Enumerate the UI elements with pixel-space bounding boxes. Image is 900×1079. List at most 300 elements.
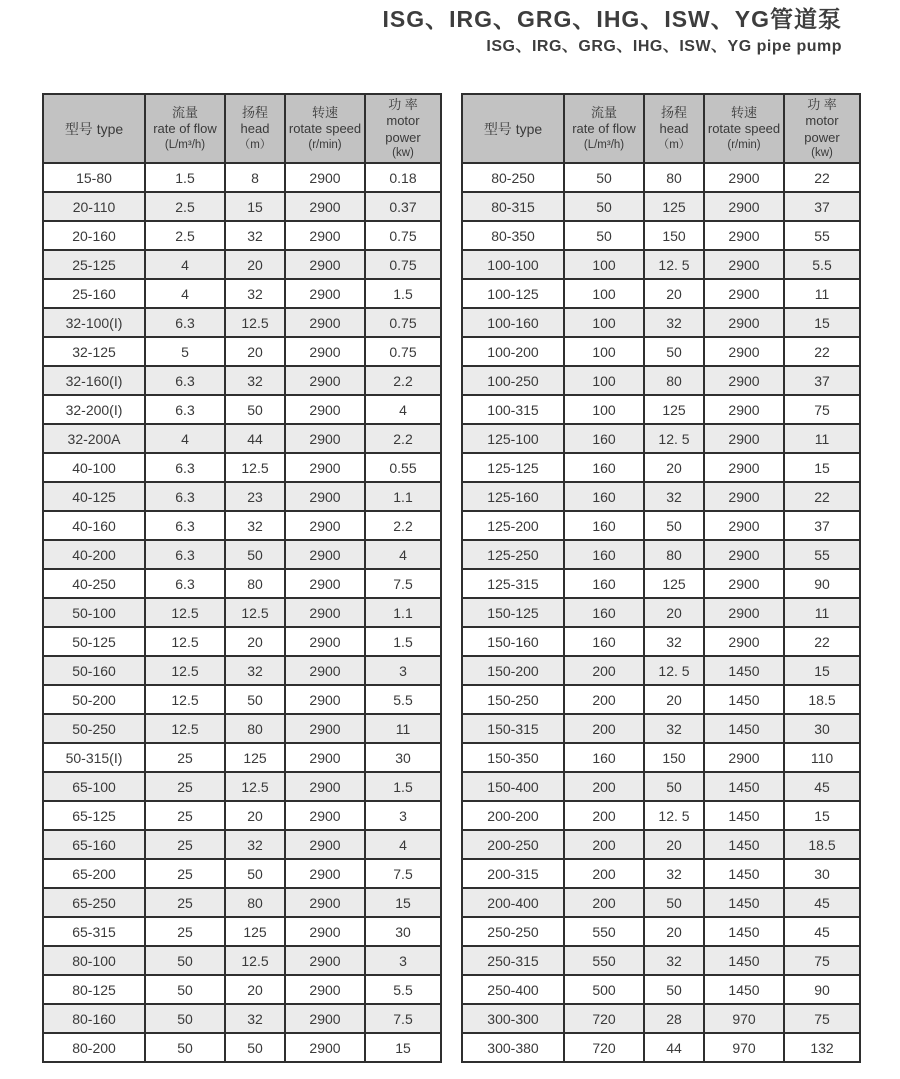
table-cell: 125: [644, 569, 704, 598]
table-cell: 25-125: [43, 250, 145, 279]
table-cell: 32: [225, 656, 285, 685]
table-cell: 25-160: [43, 279, 145, 308]
table-cell: 22: [784, 337, 860, 366]
table-row: [43, 627, 441, 656]
table-cell: 32-200(I): [43, 395, 145, 424]
table-cell: 125-100: [462, 424, 564, 453]
table-cell: 30: [784, 859, 860, 888]
table-cell: 2900: [285, 598, 365, 627]
table-cell: 200: [564, 772, 644, 801]
table-cell: 100: [564, 366, 644, 395]
table-cell: 12.5: [225, 598, 285, 627]
table-cell: 100-200: [462, 337, 564, 366]
table-cell: 45: [784, 772, 860, 801]
table-cell: 125-160: [462, 482, 564, 511]
table-cell: 50-200: [43, 685, 145, 714]
table-cell: 15-80: [43, 163, 145, 192]
table-cell: 50: [225, 1033, 285, 1062]
table-cell: 200: [564, 714, 644, 743]
table-cell: 160: [564, 540, 644, 569]
table-cell: 200-200: [462, 801, 564, 830]
table-cell: 20: [644, 453, 704, 482]
table-cell: 50: [225, 859, 285, 888]
column-header: 功 率 motor power (kw): [784, 94, 860, 163]
table-cell: 50: [225, 685, 285, 714]
table-cell: 2900: [285, 1033, 365, 1062]
table-cell: 2900: [704, 308, 784, 337]
table-cell: 100: [564, 308, 644, 337]
table-row: [43, 946, 441, 975]
column-header: 型号 type: [462, 94, 564, 163]
table-cell: 550: [564, 917, 644, 946]
table-cell: 2.2: [365, 366, 441, 395]
table-cell: 150-350: [462, 743, 564, 772]
table-cell: 2900: [704, 540, 784, 569]
table-cell: 11: [784, 424, 860, 453]
table-cell: 1450: [704, 888, 784, 917]
table-cell: 6.3: [145, 482, 225, 511]
table-cell: 32-125: [43, 337, 145, 366]
table-cell: 50: [145, 1004, 225, 1033]
table-cell: 0.37: [365, 192, 441, 221]
table-cell: 20: [644, 917, 704, 946]
table-cell: 5.5: [365, 975, 441, 1004]
table-cell: 150-315: [462, 714, 564, 743]
table-cell: 25: [145, 801, 225, 830]
table-cell: 2900: [285, 337, 365, 366]
table-cell: 3: [365, 656, 441, 685]
table-row: [43, 743, 441, 772]
table-cell: 1450: [704, 714, 784, 743]
table-row: [43, 337, 441, 366]
table-row: [462, 366, 860, 395]
table-header: [462, 94, 860, 163]
header-row: [462, 94, 860, 163]
table-cell: 32: [225, 511, 285, 540]
column-header: 扬程 head （m）: [225, 94, 285, 163]
table-cell: 4: [365, 540, 441, 569]
table-cell: 720: [564, 1004, 644, 1033]
title-block: [383, 6, 842, 58]
table-cell: 3: [365, 801, 441, 830]
table-cell: 1450: [704, 946, 784, 975]
table-cell: 1450: [704, 801, 784, 830]
table-cell: 4: [145, 424, 225, 453]
table-row: [43, 279, 441, 308]
header-row: [43, 94, 441, 163]
table-cell: 7.5: [365, 569, 441, 598]
table-cell: 50: [145, 1033, 225, 1062]
table-row: [462, 1004, 860, 1033]
table-cell: 200: [564, 801, 644, 830]
table-row: [462, 656, 860, 685]
table-cell: 150-160: [462, 627, 564, 656]
table-cell: 11: [784, 279, 860, 308]
table-cell: 25: [145, 917, 225, 946]
table-cell: 160: [564, 569, 644, 598]
table-cell: 12.5: [145, 685, 225, 714]
table-cell: 65-250: [43, 888, 145, 917]
table-cell: 12.5: [145, 656, 225, 685]
table-cell: 32: [225, 366, 285, 395]
table-cell: 2900: [285, 772, 365, 801]
table-cell: 6.3: [145, 540, 225, 569]
table-cell: 2900: [704, 279, 784, 308]
table-cell: 200: [564, 685, 644, 714]
table-row: [43, 714, 441, 743]
table-cell: 18.5: [784, 830, 860, 859]
table-cell: 50: [644, 511, 704, 540]
table-row: [43, 1004, 441, 1033]
table-cell: 32: [644, 859, 704, 888]
table-cell: 2900: [285, 888, 365, 917]
table-cell: 65-315: [43, 917, 145, 946]
table-row: [43, 308, 441, 337]
table-row: [462, 772, 860, 801]
table-cell: 200-400: [462, 888, 564, 917]
table-cell: 2900: [704, 250, 784, 279]
table-cell: 23: [225, 482, 285, 511]
table-cell: 2900: [704, 598, 784, 627]
table-cell: 150: [644, 221, 704, 250]
table-cell: 3: [365, 946, 441, 975]
table-cell: 2.5: [145, 221, 225, 250]
table-row: [43, 830, 441, 859]
table-cell: 80-100: [43, 946, 145, 975]
table-cell: 18.5: [784, 685, 860, 714]
table-cell: 160: [564, 627, 644, 656]
table-cell: 15: [784, 308, 860, 337]
table-cell: 12. 5: [644, 801, 704, 830]
table-row: [43, 221, 441, 250]
table-cell: 1.5: [145, 163, 225, 192]
table-row: [462, 888, 860, 917]
tables-wrap: [42, 93, 858, 1063]
column-header: 转速 rotate speed (r/min): [285, 94, 365, 163]
table-cell: 160: [564, 424, 644, 453]
table-cell: 25: [145, 888, 225, 917]
table-cell: 1450: [704, 830, 784, 859]
table-cell: 2900: [285, 627, 365, 656]
table-body: [462, 163, 860, 1062]
table-cell: 0.75: [365, 308, 441, 337]
table-row: [462, 453, 860, 482]
table-cell: 1450: [704, 917, 784, 946]
table-row: [43, 1033, 441, 1062]
table-row: [462, 743, 860, 772]
table-row: [462, 801, 860, 830]
table-row: [43, 482, 441, 511]
table-cell: 37: [784, 511, 860, 540]
table-cell: 45: [784, 917, 860, 946]
table-cell: 2900: [285, 366, 365, 395]
table-cell: 50-315(I): [43, 743, 145, 772]
table-body: [43, 163, 441, 1062]
table-cell: 75: [784, 395, 860, 424]
table-cell: 6.3: [145, 308, 225, 337]
table-cell: 150-200: [462, 656, 564, 685]
table-cell: 100-125: [462, 279, 564, 308]
table-cell: 80-160: [43, 1004, 145, 1033]
table-cell: 1.5: [365, 627, 441, 656]
table-cell: 80: [644, 366, 704, 395]
table-row: [462, 511, 860, 540]
table-cell: 150: [644, 743, 704, 772]
table-cell: 20: [644, 598, 704, 627]
table-cell: 970: [704, 1033, 784, 1062]
table-cell: 50: [564, 221, 644, 250]
table-cell: 100: [564, 395, 644, 424]
table-cell: 200: [564, 859, 644, 888]
table-cell: 150-400: [462, 772, 564, 801]
table-cell: 20: [225, 801, 285, 830]
table-cell: 12.5: [145, 714, 225, 743]
table-cell: 55: [784, 540, 860, 569]
table-row: [462, 569, 860, 598]
table-cell: 110: [784, 743, 860, 772]
table-cell: 32: [225, 279, 285, 308]
table-row: [43, 656, 441, 685]
column-header: 型号 type: [43, 94, 145, 163]
table-cell: 32: [644, 946, 704, 975]
table-cell: 720: [564, 1033, 644, 1062]
table-cell: 150-125: [462, 598, 564, 627]
table-cell: 5.5: [784, 250, 860, 279]
table-cell: 2900: [285, 656, 365, 685]
table-cell: 30: [784, 714, 860, 743]
table-cell: 5.5: [365, 685, 441, 714]
table-cell: 6.3: [145, 395, 225, 424]
table-row: [462, 1033, 860, 1062]
table-cell: 50: [145, 946, 225, 975]
table-cell: 15: [225, 192, 285, 221]
table-row: [43, 395, 441, 424]
table-cell: 65-160: [43, 830, 145, 859]
table-cell: 15: [365, 888, 441, 917]
table-cell: 150-250: [462, 685, 564, 714]
table-cell: 2900: [704, 569, 784, 598]
table-cell: 125-250: [462, 540, 564, 569]
table-row: [462, 975, 860, 1004]
table-row: [462, 917, 860, 946]
table-row: [462, 337, 860, 366]
table-cell: 80: [225, 714, 285, 743]
table-cell: 40-125: [43, 482, 145, 511]
table-row: [43, 888, 441, 917]
table-cell: 20: [644, 279, 704, 308]
table-cell: 50-125: [43, 627, 145, 656]
table-cell: 65-125: [43, 801, 145, 830]
table-cell: 970: [704, 1004, 784, 1033]
table-cell: 2900: [285, 975, 365, 1004]
column-header: 流量 rate of flow (L/m³/h): [564, 94, 644, 163]
table-cell: 100-315: [462, 395, 564, 424]
table-cell: 20-110: [43, 192, 145, 221]
table-cell: 12. 5: [644, 424, 704, 453]
table-cell: 200-315: [462, 859, 564, 888]
table-cell: 1450: [704, 975, 784, 1004]
table-cell: 32-100(I): [43, 308, 145, 337]
column-header: 转速 rotate speed (r/min): [704, 94, 784, 163]
table-cell: 2900: [285, 946, 365, 975]
table-row: [462, 859, 860, 888]
table-row: [462, 482, 860, 511]
table-row: [43, 163, 441, 192]
table-cell: 12.5: [225, 946, 285, 975]
table-cell: 20: [225, 337, 285, 366]
table-cell: 8: [225, 163, 285, 192]
table-cell: 4: [145, 279, 225, 308]
table-cell: 160: [564, 482, 644, 511]
table-cell: 2900: [704, 395, 784, 424]
table-cell: 50: [225, 395, 285, 424]
table-cell: 37: [784, 192, 860, 221]
table-cell: 2.5: [145, 192, 225, 221]
table-cell: 200: [564, 888, 644, 917]
table-cell: 6.3: [145, 366, 225, 395]
table-cell: 2900: [285, 714, 365, 743]
table-row: [462, 685, 860, 714]
table-cell: 300-380: [462, 1033, 564, 1062]
table-cell: 1450: [704, 656, 784, 685]
table-cell: 12.5: [225, 772, 285, 801]
table-cell: 25: [145, 859, 225, 888]
table-cell: 2900: [285, 1004, 365, 1033]
table-row: [462, 714, 860, 743]
table-cell: 2900: [285, 685, 365, 714]
table-row: [43, 801, 441, 830]
table-cell: 300-300: [462, 1004, 564, 1033]
table-cell: 40-200: [43, 540, 145, 569]
table-cell: 50-250: [43, 714, 145, 743]
table-cell: 2900: [285, 540, 365, 569]
table-cell: 7.5: [365, 859, 441, 888]
table-cell: 100-250: [462, 366, 564, 395]
table-cell: 50-160: [43, 656, 145, 685]
table-row: [43, 366, 441, 395]
table-row: [462, 598, 860, 627]
table-cell: 80-315: [462, 192, 564, 221]
table-cell: 12. 5: [644, 656, 704, 685]
table-cell: 0.18: [365, 163, 441, 192]
table-cell: 50-100: [43, 598, 145, 627]
table-cell: 100: [564, 337, 644, 366]
table-cell: 125-125: [462, 453, 564, 482]
table-cell: 32-200A: [43, 424, 145, 453]
table-cell: 2900: [285, 424, 365, 453]
table-cell: 11: [784, 598, 860, 627]
table-row: [43, 772, 441, 801]
table-cell: 80: [225, 888, 285, 917]
table-cell: 160: [564, 598, 644, 627]
table-row: [462, 279, 860, 308]
table-cell: 0.75: [365, 337, 441, 366]
table-cell: 1450: [704, 772, 784, 801]
table-row: [462, 221, 860, 250]
table-cell: 160: [564, 743, 644, 772]
table-cell: 50: [644, 975, 704, 1004]
table-cell: 200-250: [462, 830, 564, 859]
table-row: [43, 975, 441, 1004]
table-cell: 125: [644, 395, 704, 424]
table-cell: 2900: [704, 482, 784, 511]
table-cell: 6.3: [145, 569, 225, 598]
table-cell: 2900: [285, 511, 365, 540]
table-cell: 2900: [285, 917, 365, 946]
table-row: [43, 424, 441, 453]
table-cell: 125: [225, 743, 285, 772]
table-cell: 22: [784, 482, 860, 511]
table-cell: 1.5: [365, 279, 441, 308]
table-cell: 2.2: [365, 424, 441, 453]
table-cell: 32: [225, 830, 285, 859]
table-cell: 50: [644, 772, 704, 801]
table-cell: 40-100: [43, 453, 145, 482]
table-cell: 125: [225, 917, 285, 946]
table-cell: 40-160: [43, 511, 145, 540]
table-cell: 44: [644, 1033, 704, 1062]
table-cell: 2900: [285, 163, 365, 192]
table-cell: 15: [784, 453, 860, 482]
table-cell: 50: [225, 540, 285, 569]
table-row: [462, 308, 860, 337]
table-cell: 2900: [285, 859, 365, 888]
table-cell: 11: [365, 714, 441, 743]
table-cell: 2900: [704, 424, 784, 453]
table-cell: 550: [564, 946, 644, 975]
table-cell: 45: [784, 888, 860, 917]
page-subtitle: ISG、IRG、GRG、IHG、ISW、YG pipe pump: [486, 37, 842, 55]
table-cell: 30: [365, 917, 441, 946]
table-cell: 2900: [285, 250, 365, 279]
table-cell: 100: [564, 250, 644, 279]
table-cell: 0.55: [365, 453, 441, 482]
table-cell: 20: [225, 627, 285, 656]
table-row: [462, 395, 860, 424]
table-cell: 2900: [704, 366, 784, 395]
table-cell: 2900: [285, 308, 365, 337]
table-cell: 80: [225, 569, 285, 598]
table-cell: 160: [564, 453, 644, 482]
column-header: 流量 rate of flow (L/m³/h): [145, 94, 225, 163]
table-cell: 80: [644, 163, 704, 192]
table-cell: 2900: [704, 511, 784, 540]
table-row: [43, 685, 441, 714]
table-cell: 15: [784, 656, 860, 685]
table-cell: 12. 5: [644, 250, 704, 279]
table-cell: 20: [644, 830, 704, 859]
table-cell: 20: [644, 685, 704, 714]
table-cell: 125-200: [462, 511, 564, 540]
table-cell: 20: [225, 250, 285, 279]
table-cell: 25: [145, 830, 225, 859]
table-cell: 100-100: [462, 250, 564, 279]
table-cell: 15: [365, 1033, 441, 1062]
column-header: 功 率 motor power (kw): [365, 94, 441, 163]
table-cell: 80: [644, 540, 704, 569]
table-cell: 30: [365, 743, 441, 772]
table-cell: 500: [564, 975, 644, 1004]
table-cell: 50: [644, 337, 704, 366]
table-cell: 4: [145, 250, 225, 279]
table-cell: 1.5: [365, 772, 441, 801]
table-cell: 28: [644, 1004, 704, 1033]
table-cell: 44: [225, 424, 285, 453]
table-cell: 132: [784, 1033, 860, 1062]
table-cell: 2900: [285, 453, 365, 482]
table-row: [462, 946, 860, 975]
table-cell: 32: [225, 1004, 285, 1033]
